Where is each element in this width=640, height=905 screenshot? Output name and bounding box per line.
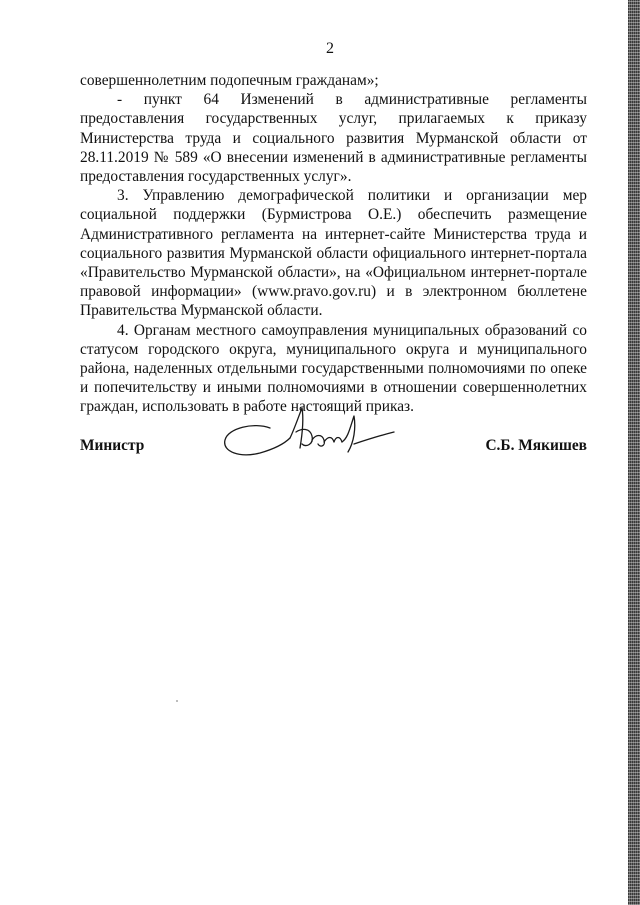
- handwritten-signature: [218, 398, 398, 468]
- paragraph-item-4: 4. Органам местного самоуправления муниципальных образований со статусом городского округа, муниципального округа и муниципального района, наделенных отдельными государственными полномочиями по опеке и попечительству и иными полномочиями в отношении совершеннолетних граждан, использовать в работе настоящий приказ.: [80, 321, 587, 416]
- signer-name: С.Б. Мякишев: [485, 437, 587, 454]
- scan-speck: [176, 700, 178, 702]
- paragraph-continuation: совершеннолетним подопечным гражданам»;: [80, 72, 379, 89]
- paragraph-item-3: 3. Управлению демографической политики и организации мер социальной поддержки (Бурмистрова О.Е.) обеспечить размещение Административного регламента на интернет-сайте Министерства труда и социального развития Мурманской области официального интернет-портала «Правительство Мурманской области», на «Официальном интернет-портале правовой информации» (www.pravo.gov.ru) и в электронном бюллетене Правительства Мурманской области.: [80, 187, 587, 320]
- position-label: Министр: [80, 437, 145, 454]
- document-body: [80, 71, 587, 417]
- page-number: 2: [326, 40, 334, 57]
- scan-edge-strip: [628, 0, 640, 905]
- paragraph-item-dash: - пункт 64 Изменений в административные регламенты предоставления государственных услуг, прилагаемых к приказу Министерства труда и социального развития Мурманской области от 28.11.2019 № 589 «О внесении изменений в административные регламенты предоставления государственных услуг».: [80, 91, 587, 186]
